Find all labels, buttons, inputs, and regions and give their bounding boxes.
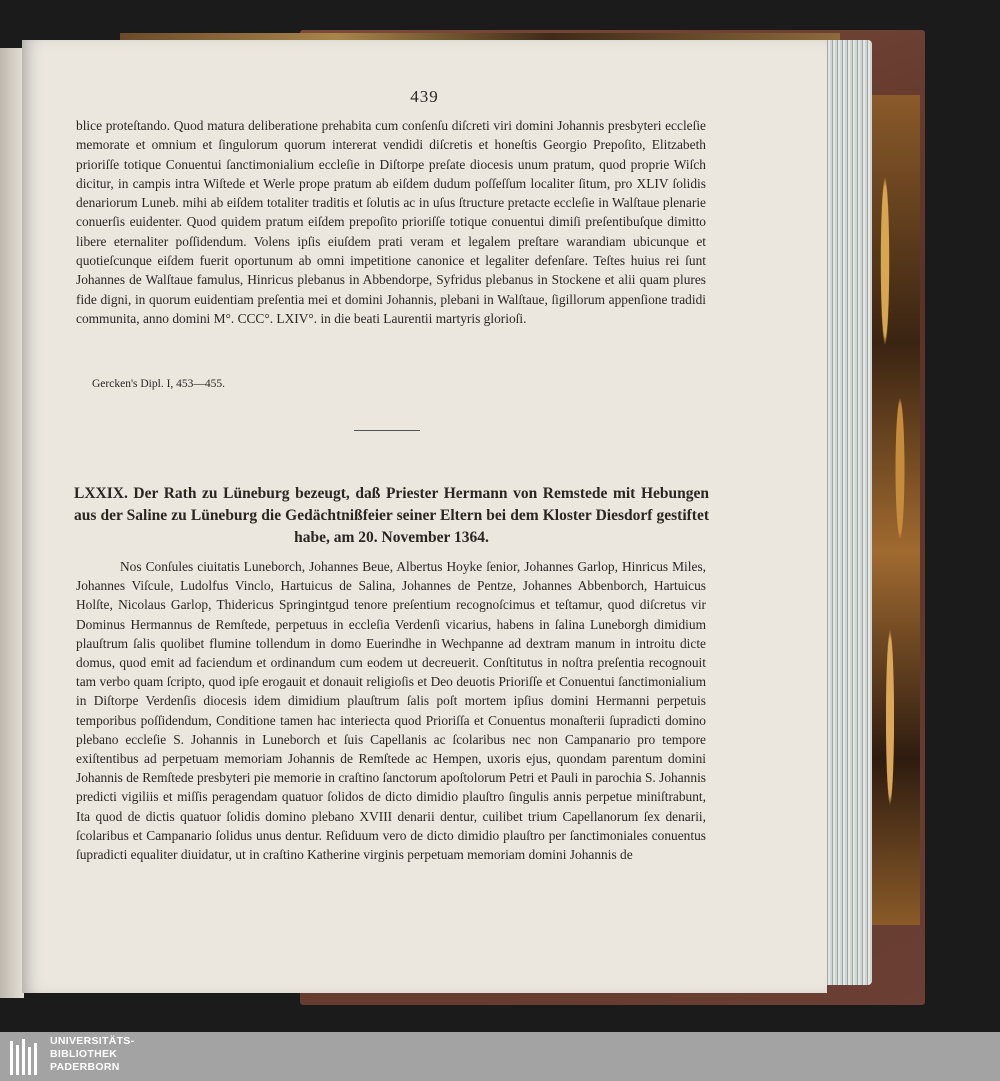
library-footer-bar bbox=[0, 1032, 1000, 1081]
footer-line-3: PADERBORN bbox=[50, 1061, 120, 1073]
charter-text-continued: blice proteſtando. Quod matura deliberatione prehabita cum conſenſu diſcreti viri domini Johannis presbyteri eccleſie memorate et omnium et ſingulorum quorum intererat vendidi diſcretis et honeſtis Georgio Prepoſito, Elitzabeth prioriſſe totique Conuentui ſanctimonialium eccleſie in Diſtorpe preſate diocesis unum pratum, quod proprie Wiſch dicitur, in campis intra Wiſtede et Werle prope pratum ab eiſdem dudum poſſeſſum localiter ſitum, pro XLIV ſolidis denariorum Luneb. mihi ab eiſdem totaliter traditis et ſolutis ac in uſus ſtructure pretacte eccleſie in Walſtaue plenarie conuerſis euidenter. Quod quidem pratum eiſdem prepoſito prioriſſe totique conuentui dimiſi preſentibuſque dimitto libere eternaliter poſſidendum. Volens ipſis eiuſdem prati veram et legalem preſtare warandiam ubicunque et quotieſcunque eiſdem fuerit oportunum ab omni impetitione canonice et legaliter defenſare. Teſtes huius rei ſunt Johannes de Walſtaue famulus, Hinricus plebanus in Abbendorpe, Syfridus plebanus in Stockene et alii quam plures fide digni, in quorum euidentiam preſentia mei et domini Johannis, plebani in Walſtaue, ſigillorum appenſione tradidi communita, anno domini M°. CCC°. LXIV°. in die beati Laurentii martyris glorioſi. bbox=[76, 118, 706, 326]
footer-line-2: BIBLIOTHEK bbox=[50, 1048, 118, 1060]
document-heading: LXXIX. Der Rath zu Lüneburg bezeugt, daß Priester Hermann von Remstede mit Hebungen aus der Saline zu Lüneburg die Gedächtnißfeier seiner Eltern bei dem Kloster Diesdorf gestiftet habe, am 20. November 1364. bbox=[74, 485, 709, 546]
footer-line-1: UNIVERSITÄTS- bbox=[50, 1035, 135, 1047]
charter-text: Nos Conſules ciuitatis Luneborch, Johannes Beue, Albertus Hoyke ſenior, Johannes Garlop, Hinricus Miles, Johannes Viſcule, Ludolfus Vinclo, Hartuicus de Salina, Johannes de Pentze, Johannes Abbenborch, Hartuicus Holſte, Nicolaus Garlop, Thidericus Springintgud tenore preſentium recognoſcimus et teſtamur, quod diſcretus vir Dominus Hermannus de Remſtede, perpetuus in eccleſia Verdenſi vicarius, habens in ſalina Luneborgh dimidium plauſtrum ſalis quolibet flumine tollendum in domo Euerindhe in Wechpanne ad dextram manum in introitu dicte domus, quod emit ad faciendum et ordinandum cum eodem ut decreuerit. Conſtitutus in noſtra preſentia recognouit tam verbo quam ſcripto, quod ipſe erogauit et donauit religioſis et Deo deuotis Prioriſſe et Conuentui ſanctimonialium in Diſtorpe Verdenſis diocesis idem dimidium plauſtrum ſalis poſt mortem ipſius domini Hermanni perpetuis temporibus poſſidendum, Conditione tamen hac interiecta quod Prioriſſa et Conuentus monaſterii ſupradicti domino plebano eccleſie S. Johannis in Luneborch et ſuis Capellanis ac ſcolaribus nec non Campanario pro tempore exiſtentibus ad perpetuam memoriam Johannis de Remſtede ac Hempen, uxoris ejus, quondam parentum domini Johannis de Remſtede presbyteri pie memorie in craſtino ſanctorum apoſtolorum Petri et Pauli in parochia S. Johannis predicti vigiliis et miſſis peragendam quatuor ſolidos de dicto dimidio plauſtro ſingulis annis perpetue miniſtrabunt, Ita quod de dictis quatuor ſolidis domino plebano XVIII denarii dentur, cuilibet trium Capellanorum ſex denarii, ſcolaribus et Campanario ſolidus unus dentur. Reſiduum vero de dicto dimidio plauſtro per ſanctimoniales conuentus ſupradicti equaliter diuidatur, ut in craſtino Katherine virginis perpetuam memoriam domini Johannis de bbox=[76, 559, 706, 863]
facing-page-edge bbox=[0, 48, 24, 998]
marbled-edge-right bbox=[870, 95, 920, 925]
book-page bbox=[22, 40, 827, 993]
source-citation: Gercken's Dipl. I, 453—455. bbox=[92, 378, 226, 390]
page-number: 439 bbox=[410, 87, 439, 106]
section-divider bbox=[354, 430, 420, 431]
library-logo-icon bbox=[8, 1035, 42, 1079]
